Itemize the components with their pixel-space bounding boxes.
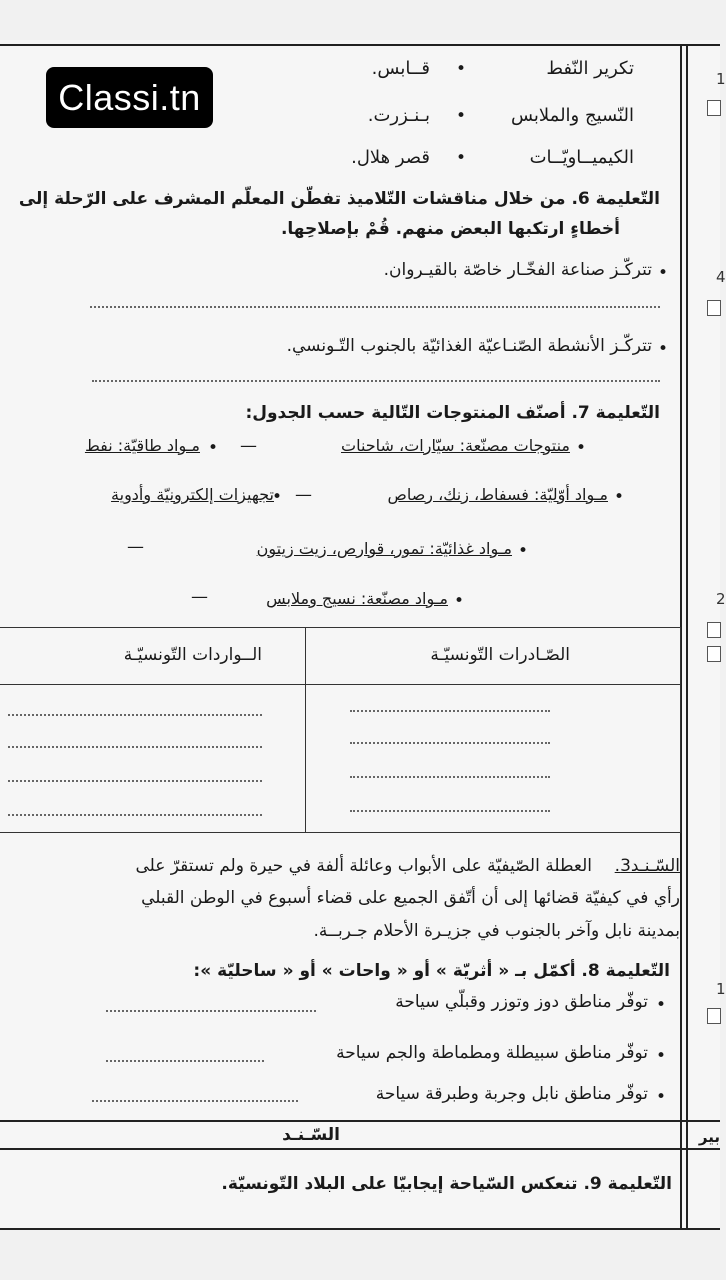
- answer-line: [90, 306, 660, 308]
- dash: —: [240, 436, 257, 456]
- column-divider-inner: [686, 44, 688, 1229]
- task8-item3: توفّر مناطق نابل وجربة وطبرقة سياحة: [375, 1084, 648, 1104]
- bottom-sanad-header: السّـنـد: [282, 1125, 340, 1145]
- bullet: •: [655, 995, 666, 1015]
- answer-line: [92, 380, 660, 382]
- bullet: •: [655, 1046, 666, 1066]
- side-checkbox-1: [707, 100, 721, 116]
- bullet: •: [271, 487, 282, 507]
- side-checkbox-2: [707, 300, 721, 316]
- bullet: •: [613, 487, 624, 507]
- side-checkbox-4: [707, 646, 721, 662]
- task6-title: التّعليمة 6. من خلال مناقشات التّلاميذ تفطّن المعلّم المشرف على الرّحلة إلى: [18, 189, 660, 209]
- task7-row4-textile: مـواد مصنّعة: نسيج وملابس: [266, 589, 448, 608]
- table-header-imports: الــواردات التّونسيّـة: [123, 645, 262, 665]
- task8-item1: توفّر مناطق دوز وتوزر وقبلّي سياحة: [395, 992, 648, 1012]
- bullet: •: [453, 591, 464, 611]
- answer-line: [106, 1010, 316, 1012]
- sanad3-line2: رأي في كيفيّة قضائها إلى أن أتّفق الجميع على قضاء أسبوع في الوطن القبلي: [141, 888, 680, 908]
- list-bullet: •: [455, 59, 466, 79]
- list-bullet: •: [455, 106, 466, 126]
- table-header-divider: [0, 684, 680, 685]
- bullet: •: [207, 438, 218, 458]
- task6-item1: تتركّـز صناعة الفخّـار خاصّة بالقيـروان.: [383, 260, 652, 280]
- watermark-logo: Classi.tn: [46, 67, 213, 128]
- export-answer-line: [350, 776, 550, 778]
- task9-title: التّعليمة 9. تنعكس السّياحة إيجابيّا على البلاد التّونسيّة.: [221, 1174, 672, 1194]
- export-answer-line: [350, 742, 550, 744]
- import-answer-line: [8, 714, 262, 716]
- list-item-gabes: قــابس.: [371, 58, 430, 79]
- answer-line: [106, 1060, 264, 1062]
- side-column-label: بير: [698, 1128, 720, 1146]
- bullet: •: [657, 263, 668, 283]
- bullet: •: [655, 1087, 666, 1107]
- task8-item2: توفّر مناطق سبيطلة ومطماطة والجم سياحة: [336, 1043, 648, 1063]
- sanad3-line1: العطلة الصّيفيّة على الأبواب وعائلة ألفة في حيرة ولم تستقرّ على: [135, 856, 592, 876]
- sanad3-line3: بمدينة نابل وآخر بالجنوب في جزيـرة الأحلام جـربــة.: [313, 921, 680, 941]
- list-item-bizerte: بـنـزرت.: [367, 105, 430, 126]
- list-item-oil-refining: تكرير النّفط: [546, 58, 634, 79]
- top-border: [0, 44, 720, 46]
- sanad-divider: [0, 1148, 720, 1150]
- task7-row1-energy: مـواد طاقيّة: نفط: [84, 436, 200, 455]
- answer-line: [92, 1100, 298, 1102]
- dash: —: [127, 537, 144, 557]
- dash: —: [191, 587, 208, 607]
- table-column-divider: [305, 628, 306, 832]
- export-answer-line: [350, 810, 550, 812]
- task7-row1-manufactured: منتوجات مصنّعة: سيّارات، شاحنات: [341, 436, 570, 455]
- dash: —: [295, 485, 312, 505]
- side-number-4: 1: [716, 980, 726, 998]
- side-checkbox-3: [707, 622, 721, 638]
- sanad3-label: السّـنـد3.: [614, 856, 680, 876]
- bottom-border: [0, 1228, 720, 1230]
- side-number-1: 1: [716, 70, 726, 88]
- task7-title: التّعليمة 7. أصنّف المنتوجات التّالية حسب الجدول:: [245, 403, 660, 423]
- side-checkbox-5: [707, 1008, 721, 1024]
- side-number-3: 2: [716, 590, 726, 608]
- list-item-ksar-hellal: قصر هلال.: [351, 147, 430, 168]
- task8-title: التّعليمة 8. أكمّل بـ « أثريّة » أو « واحات » أو « ساحليّة »:: [193, 961, 670, 981]
- bullet: •: [657, 339, 668, 359]
- table-header-exports: الصّـادرات التّونسيّـة: [430, 645, 570, 665]
- import-answer-line: [8, 780, 262, 782]
- import-answer-line: [8, 746, 262, 748]
- classification-table: [0, 627, 681, 833]
- import-answer-line: [8, 814, 262, 816]
- task7-row2-raw: مـواد أوّليّة: فسفاط، زنك، رصاص: [387, 485, 608, 504]
- export-answer-line: [350, 710, 550, 712]
- task6-item2: تتركّـز الأنشطة الصّنـاعيّة الغذائيّة بالجنوب التّـونسي.: [286, 336, 652, 356]
- side-number-2: 4: [716, 268, 726, 286]
- bullet: •: [517, 541, 528, 561]
- task6-subtitle: أخطاءٍ ارتكبها البعض منهم. قُمْ بإصلاحِها.: [280, 219, 620, 239]
- list-bullet: •: [455, 148, 466, 168]
- list-item-chemicals: الكيميــاويّــات: [529, 147, 634, 168]
- list-item-textile: النّسيج والملابس: [510, 105, 634, 126]
- section-divider: [0, 1120, 720, 1122]
- task7-row2-electronics: تجهيزات إلكترونيّة وأدوية: [111, 485, 274, 504]
- bullet: •: [575, 438, 586, 458]
- task7-row3-food: مـواد غذائيّة: تمور، قوارص، زيت زيتون: [256, 539, 512, 558]
